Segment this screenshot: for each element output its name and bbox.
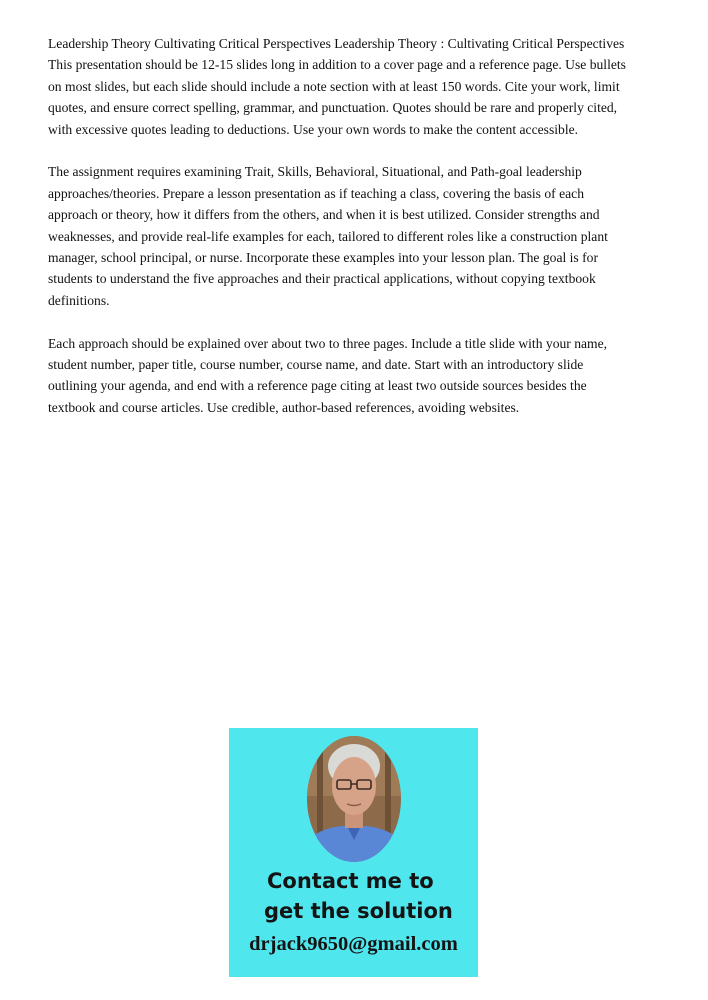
contact-promo-banner[interactable] — [229, 728, 478, 977]
promo-heading-line1: Contact me to — [267, 869, 434, 893]
document-body — [48, 33, 628, 440]
paragraph-requirements: The assignment requires examining Trait, Skills, Behavioral, Situational, and Path-goal leadership approaches/theories. Prepare a lesson presentation as if teaching a class, covering the basis of each approach or theory, how it differs from the others, and when it is best utilized. Consider strengths and weaknesses, and provide real-life examples for each, tailored to different roles like a construction plant manager, school principal, or nurse. Incorporate these examples into your lesson plan. The goal is for students to understand the five approaches and their practical applications, without copying textbook definitions. — [48, 164, 608, 308]
promo-heading-line2: get the solution — [264, 899, 453, 923]
avatar — [307, 736, 401, 862]
person-photo-icon — [307, 736, 401, 862]
contact-email-link[interactable]: drjack9650@gmail.com — [249, 933, 458, 955]
paragraph-structure: Each approach should be explained over about two to three pages. Include a title slide with your name, student number, paper title, course number, course name, and date. Start with an introductory slide outlining your agenda, and end with a reference page citing at least two outside sources besides the textbook and course articles. Use credible, author-based references, avoiding websites. — [48, 335, 608, 415]
paragraph-intro: Leadership Theory Cultivating Critical Perspectives Leadership Theory : Cultivating Critical Perspectives This presentation should be 12-15 slides long in addition to a cover page and a reference page. Use bullets on most slides, but each slide should include a note section with at least 150 words. Cite your work, limit quotes, and ensure correct spelling, grammar, and punctuation. Quotes should be rare and properly cited, with excessive quotes leading to deductions. Use your own words to make the content accessible. — [48, 36, 626, 137]
